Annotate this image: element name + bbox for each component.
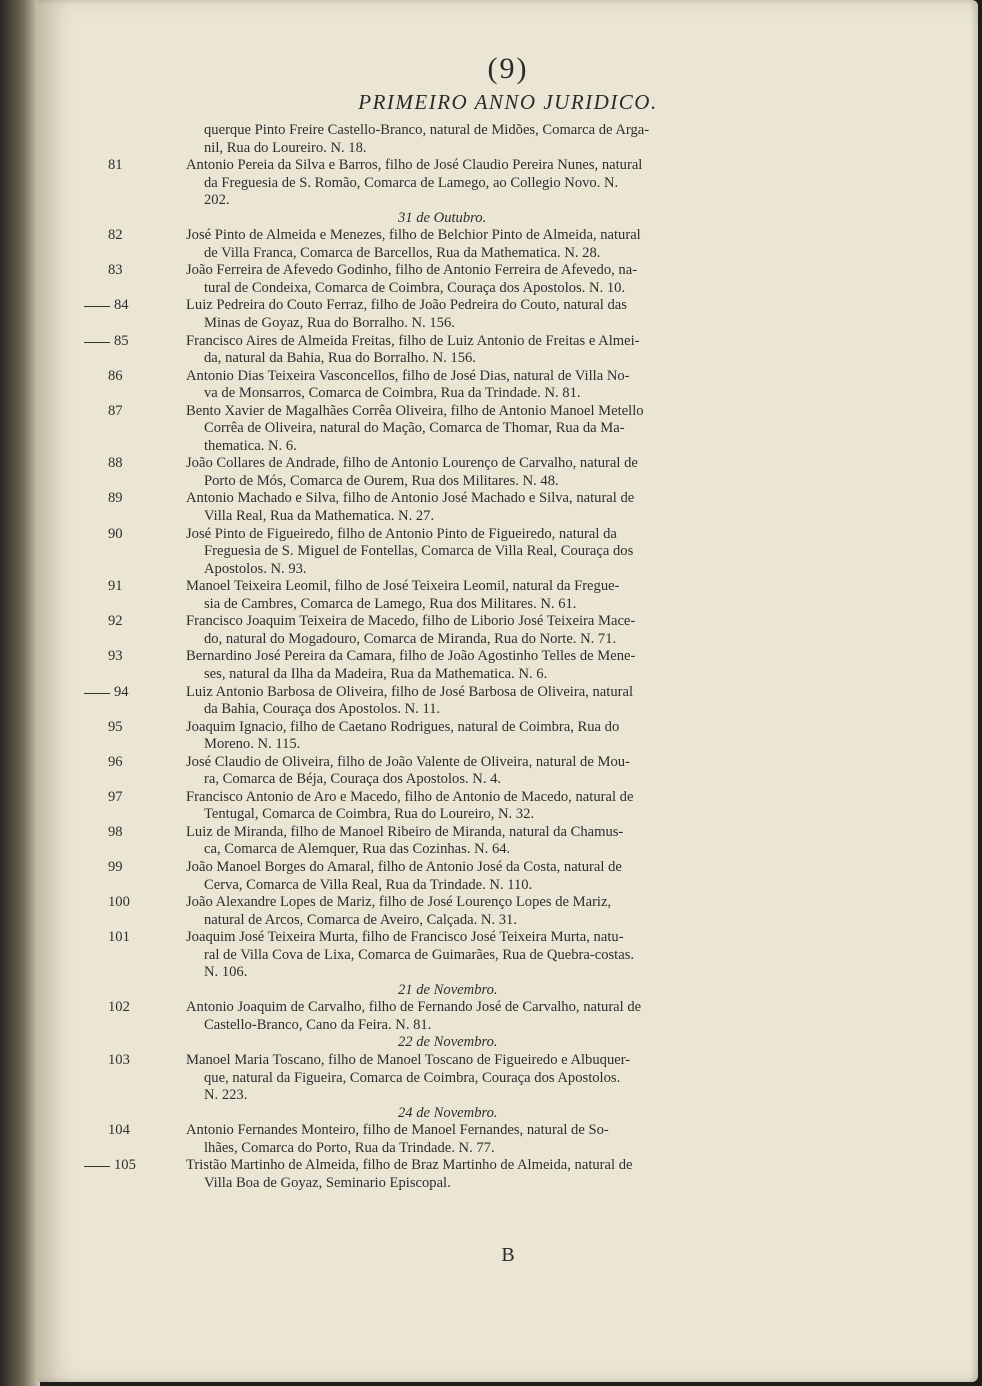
register-line [38, 1070, 978, 1088]
entry-number: 94 [114, 684, 184, 702]
register-line [38, 368, 978, 386]
entry-number: 96 [108, 753, 123, 770]
entry-number: 95 [108, 718, 123, 735]
entry-text: Luiz Pedreira do Couto Ferraz, filho de João Pedreira do Couto, natural das [186, 297, 627, 314]
entry-text: Porto de Mós, Comarca de Ourem, Rua dos Militares. N. 48. [204, 472, 559, 489]
register-line [38, 438, 978, 456]
register-line [38, 455, 978, 473]
entry-text: thematica. N. 6. [204, 437, 297, 454]
register-line [38, 508, 978, 526]
register-line [38, 227, 978, 245]
entry-text: que, natural da Figueira, Comarca de Coimbra, Couraça dos Apostolos. [204, 1069, 621, 1086]
entry-number: 81 [108, 157, 123, 174]
entry-text: Francisco Joaquim Teixeira de Macedo, filho de Liborio José Teixeira Mace- [186, 613, 636, 630]
register-line [38, 666, 978, 684]
register-line [38, 701, 978, 719]
register-line [38, 473, 978, 491]
register-line [38, 526, 978, 544]
entry-text: João Alexandre Lopes de Mariz, filho de José Lourenço Lopes de Mariz, [186, 894, 612, 911]
entry-text: Joaquim José Teixeira Murta, filho de Francisco José Teixeira Murta, natu- [186, 929, 624, 946]
entry-text: Tentugal, Comarca de Coimbra, Rua do Loureiro, N. 32. [204, 806, 535, 823]
entry-number: 92 [108, 613, 123, 630]
register-line [38, 1122, 978, 1140]
register-line [38, 824, 978, 842]
entry-number: 84 [114, 297, 184, 315]
register-line [38, 648, 978, 666]
entry-text: ral de Villa Cova de Lixa, Comarca de Guimarães, Rua de Quebra-costas. [204, 946, 635, 963]
register-entries [38, 122, 978, 1192]
register-line [38, 999, 978, 1017]
entry-text: Antonio Machado e Silva, filho de Antonio José Machado e Silva, natural de [186, 490, 635, 507]
entry-number: 103 [108, 1051, 130, 1068]
register-line [38, 841, 978, 859]
page-number: (9) [487, 52, 529, 85]
entry-number: 89 [108, 490, 123, 507]
entry-number: 83 [108, 262, 123, 279]
entry-text: Bento Xavier de Magalhães Corrêa Oliveira, filho de Antonio Manoel Metello [186, 402, 644, 419]
register-line [38, 280, 978, 298]
entry-text: natural de Arcos, Comarca de Aveiro, Calçada. N. 31. [204, 911, 517, 928]
running-title: PRIMEIRO ANNO JURIDICO. [358, 90, 658, 114]
entry-text: da Freguesia de S. Romão, Comarca de Lamego, ao Collegio Novo. N. [204, 174, 619, 191]
entry-text: Francisco Antonio de Aro e Macedo, filho de Antonio de Macedo, natural de [186, 788, 634, 805]
date-heading [38, 1034, 978, 1052]
register-line [38, 1140, 978, 1158]
entry-text: Manoel Maria Toscano, filho de Manoel Toscano de Figueiredo e Albuquer- [186, 1051, 631, 1068]
register-line [38, 490, 978, 508]
register-line [38, 1175, 978, 1193]
register-line [38, 894, 978, 912]
register-line [38, 245, 978, 263]
register-line [38, 613, 978, 631]
entry-text: Francisco Aires de Almeida Freitas, filho de Luiz Antonio de Freitas e Almei- [186, 332, 640, 349]
entry-number: 99 [108, 858, 123, 875]
entry-text: João Ferreira de Afevedo Godinho, filho de Antonio Ferreira de Afevedo, na- [186, 262, 638, 279]
entry-text: sia de Cambres, Comarca de Lamego, Rua dos Militares. N. 61. [204, 595, 577, 612]
register-line [38, 578, 978, 596]
entry-text: João Manoel Borges do Amaral, filho de Antonio José da Costa, natural de [186, 858, 622, 875]
date-text: 21 de Novembro. [398, 981, 498, 998]
register-line [38, 684, 978, 702]
register-line [38, 1017, 978, 1035]
entry-number: 93 [108, 648, 123, 665]
register-line [38, 192, 978, 210]
entry-text: Manoel Teixeira Leomil, filho de José Teixeira Leomil, natural da Fregue- [186, 578, 620, 595]
entry-text: Villa Boa de Goyaz, Seminario Episcopal. [204, 1174, 451, 1191]
register-line [38, 912, 978, 930]
register-line [38, 157, 978, 175]
register-line [38, 806, 978, 824]
date-text: 31 de Outubro. [398, 209, 487, 226]
entry-text: Luiz Antonio Barbosa de Oliveira, filho de José Barbosa de Oliveira, natural [186, 683, 634, 700]
entry-text: José Pinto de Almeida e Menezes, filho de Belchior Pinto de Almeida, natural [186, 227, 641, 244]
entry-text: Bernardino José Pereira da Camara, filho de João Agostinho Telles de Mene- [186, 648, 636, 665]
register-line [38, 1087, 978, 1105]
entry-number: 85 [114, 333, 184, 351]
register-line [38, 964, 978, 982]
register-line [38, 403, 978, 421]
entry-text: ses, natural da Ilha da Madeira, Rua da Mathematica. N. 6. [204, 665, 548, 682]
register-line [38, 385, 978, 403]
entry-number: 82 [108, 227, 123, 244]
register-line [38, 1157, 978, 1175]
register-line [38, 789, 978, 807]
entry-text: Antonio Pereia da Silva e Barros, filho de José Claudio Pereira Nunes, natural [186, 157, 643, 174]
entry-text: nil, Rua do Loureiro. N. 18. [204, 139, 367, 156]
register-line [38, 122, 978, 140]
date-heading [38, 1105, 978, 1123]
entry-text: Villa Real, Rua da Mathematica. N. 27. [204, 508, 435, 525]
register-line [38, 315, 978, 333]
entry-text: Apostolos. N. 93. [204, 560, 307, 577]
date-text: 24 de Novembro. [398, 1104, 498, 1121]
register-line [38, 561, 978, 579]
entry-text: Corrêa de Oliveira, natural do Mação, Comarca de Thomar, Rua da Ma- [204, 420, 625, 437]
register-line [38, 596, 978, 614]
entry-number: 101 [108, 929, 130, 946]
register-line [38, 719, 978, 737]
entry-text: do, natural do Mogadouro, Comarca de Miranda, Rua do Norte. N. 71. [204, 630, 617, 647]
entry-number: 88 [108, 455, 123, 472]
register-line [38, 736, 978, 754]
book-spine-shadow [0, 0, 40, 1386]
entry-text: Antonio Joaquim de Carvalho, filho de Fernando José de Carvalho, natural de [186, 999, 642, 1016]
register-line [38, 1052, 978, 1070]
entry-text: Joaquim Ignacio, filho de Caetano Rodrigues, natural de Coimbra, Rua do [186, 718, 620, 735]
entry-number: 97 [108, 788, 123, 805]
entry-text: da Bahia, Couraça dos Apostolos. N. 11. [204, 701, 441, 718]
register-line [38, 297, 978, 315]
entry-text: ca, Comarca de Alemquer, Rua das Cozinhas. N. 64. [204, 841, 511, 858]
entry-number: 90 [108, 525, 123, 542]
entry-text: Antonio Fernandes Monteiro, filho de Manoel Fernandes, natural de So- [186, 1122, 609, 1139]
entry-text: querque Pinto Freire Castello-Branco, natural de Midões, Comarca de Arga- [204, 122, 650, 138]
register-line [38, 333, 978, 351]
register-line [38, 262, 978, 280]
entry-number: 98 [108, 823, 123, 840]
date-text: 22 de Novembro. [398, 1034, 498, 1051]
register-line [38, 350, 978, 368]
entry-text: lhães, Comarca do Porto, Rua da Trindade. N. 77. [204, 1139, 495, 1156]
entry-number: 104 [108, 1122, 130, 1139]
entry-text: N. 223. [204, 1087, 248, 1104]
entry-number: 87 [108, 402, 123, 419]
register-line [38, 543, 978, 561]
entry-number: 102 [108, 999, 130, 1016]
entry-text: de Villa Franca, Comarca de Barcellos, Rua da Mathematica. N. 28. [204, 244, 601, 261]
register-line [38, 631, 978, 649]
date-heading [38, 210, 978, 228]
entry-number: 91 [108, 578, 123, 595]
entry-number: 105 [114, 1157, 184, 1175]
entry-text: Minas de Goyaz, Rua do Borralho. N. 156. [204, 315, 455, 332]
entry-number: 100 [108, 894, 130, 911]
register-line [38, 140, 978, 158]
register-line [38, 175, 978, 193]
entry-text: da, natural da Bahia, Rua do Borralho. N. 156. [204, 350, 476, 367]
entry-number: 86 [108, 367, 123, 384]
register-line [38, 947, 978, 965]
document-page [38, 0, 978, 1382]
entry-text: Moreno. N. 115. [204, 736, 301, 753]
entry-text: Castello-Branco, Cano da Feira. N. 81. [204, 1016, 432, 1033]
entry-text: Tristão Martinho de Almeida, filho de Braz Martinho de Almeida, natural de [186, 1157, 633, 1174]
entry-text: Cerva, Comarca de Villa Real, Rua da Trindade. N. 110. [204, 876, 533, 893]
entry-text: Antonio Dias Teixeira Vasconcellos, filho de José Dias, natural de Villa No- [186, 367, 630, 384]
entry-text: tural de Condeixa, Comarca de Coimbra, Couraça dos Apostolos. N. 10. [204, 279, 626, 296]
register-line [38, 877, 978, 895]
signature-mark: B [501, 1244, 515, 1266]
entry-text: va de Monsarros, Comarca de Coimbra, Rua da Trindade. N. 81. [204, 385, 581, 402]
register-line [38, 859, 978, 877]
entry-text: Freguesia de S. Miguel de Fontellas, Comarca de Villa Real, Couraça dos [204, 543, 634, 560]
register-line [38, 420, 978, 438]
register-line [38, 929, 978, 947]
entry-text: José Pinto de Figueiredo, filho de Antonio Pinto de Figueiredo, natural da [186, 525, 617, 542]
entry-text: José Claudio de Oliveira, filho de João Valente de Oliveira, natural de Mou- [186, 753, 630, 770]
date-heading [38, 982, 978, 1000]
entry-text: 202. [204, 192, 230, 209]
register-line [38, 771, 978, 789]
entry-text: João Collares de Andrade, filho de Antonio Lourenço de Carvalho, natural de [186, 455, 638, 472]
entry-text: ra, Comarca de Béja, Couraça dos Apostolos. N. 4. [204, 771, 502, 788]
register-line [38, 754, 978, 772]
entry-text: N. 106. [204, 964, 248, 981]
entry-text: Luiz de Miranda, filho de Manoel Ribeiro de Miranda, natural da Chamus- [186, 823, 624, 840]
